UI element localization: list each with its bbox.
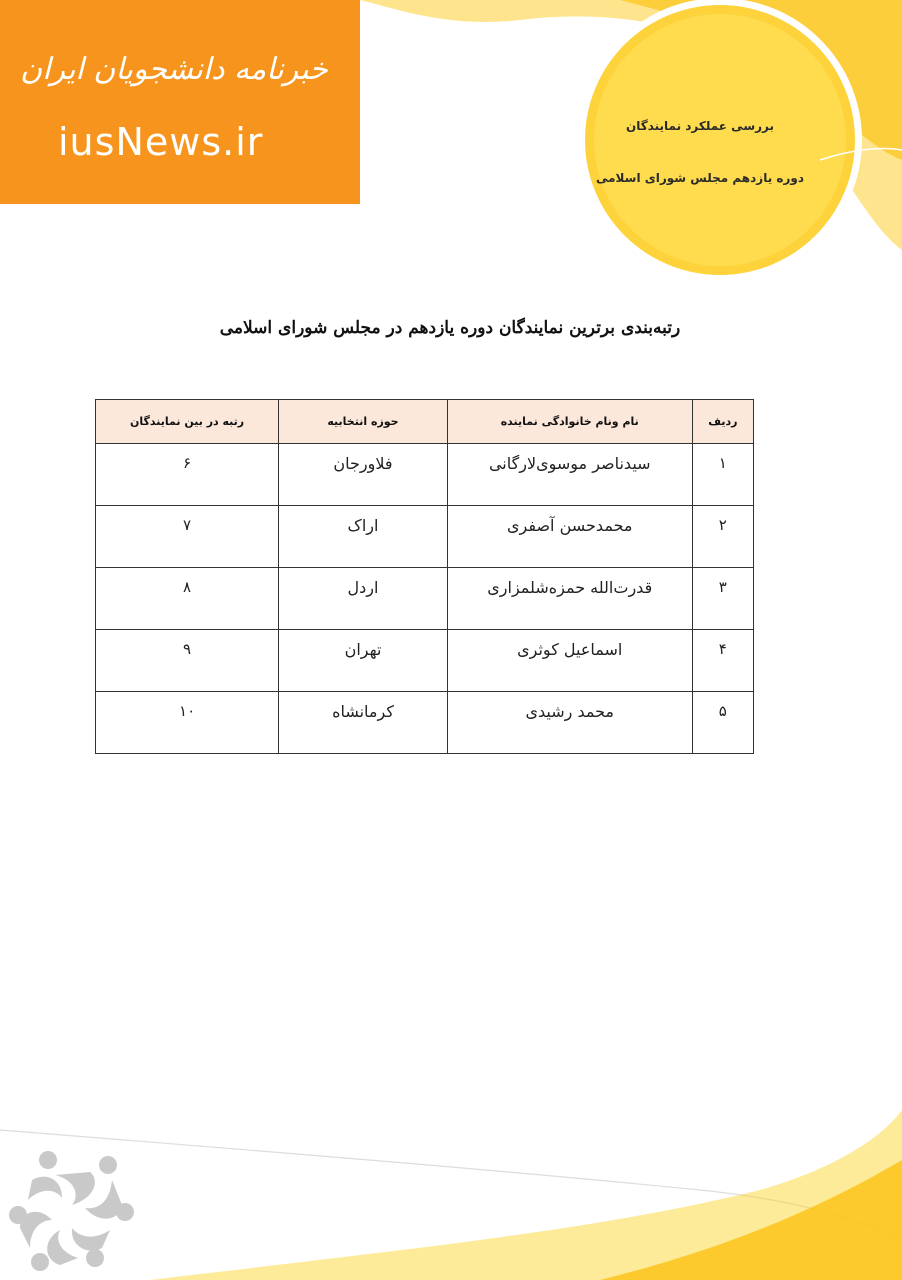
cell-row-number: ۳	[692, 568, 753, 630]
table-row	[96, 568, 754, 630]
cell-name: محمد رشیدی	[447, 692, 692, 754]
cell-district: اراک	[279, 506, 448, 568]
cell-district: اردل	[279, 568, 448, 630]
cell-district: کرمانشاه	[279, 692, 448, 754]
cell-row-number: ۴	[692, 630, 753, 692]
swirl-logo-icon	[9, 1151, 134, 1271]
table-row	[96, 692, 754, 754]
cell-district: تهران	[279, 630, 448, 692]
table-header-row	[96, 400, 754, 444]
cell-row-number: ۱	[692, 444, 753, 506]
ranking-table	[95, 399, 754, 754]
brand-script-name: خبرنامه دانشجویان ایران	[20, 52, 328, 87]
cell-name: محمدحسن آصفری	[447, 506, 692, 568]
brand-logo	[0, 0, 360, 204]
table-row	[96, 630, 754, 692]
header-rank: رتبه در بین نمایندگان	[96, 400, 279, 444]
cell-district: فلاورجان	[279, 444, 448, 506]
brand-site: iusNews.ir	[58, 120, 264, 164]
cell-rank: ۹	[96, 630, 279, 692]
cell-rank: ۸	[96, 568, 279, 630]
header-caption	[585, 100, 815, 204]
header-name: نام ونام خانوادگی نماینده	[447, 400, 692, 444]
cell-rank: ۱۰	[96, 692, 279, 754]
header-district: حوزه انتخابیه	[279, 400, 448, 444]
header-row-number: ردیف	[692, 400, 753, 444]
cell-row-number: ۲	[692, 506, 753, 568]
cell-name: اسماعیل کوثری	[447, 630, 692, 692]
footer-decoration	[0, 1080, 902, 1280]
cell-name: قدرت‌الله حمزه‌شلمزاری	[447, 568, 692, 630]
table-row	[96, 444, 754, 506]
cell-rank: ۷	[96, 506, 279, 568]
page-title: رتبه‌بندی برترین نمایندگان دوره یازدهم در مجلس شورای اسلامی	[219, 318, 681, 338]
cell-name: سیدناصر موسوی‌لارگانی	[447, 444, 692, 506]
header-line-2: دوره یازدهم مجلس شورای اسلامی	[595, 171, 804, 185]
header-line-1: بررسی عملکرد نمایندگان	[625, 119, 775, 133]
cell-rank: ۶	[96, 444, 279, 506]
cell-row-number: ۵	[692, 692, 753, 754]
table-row	[96, 506, 754, 568]
